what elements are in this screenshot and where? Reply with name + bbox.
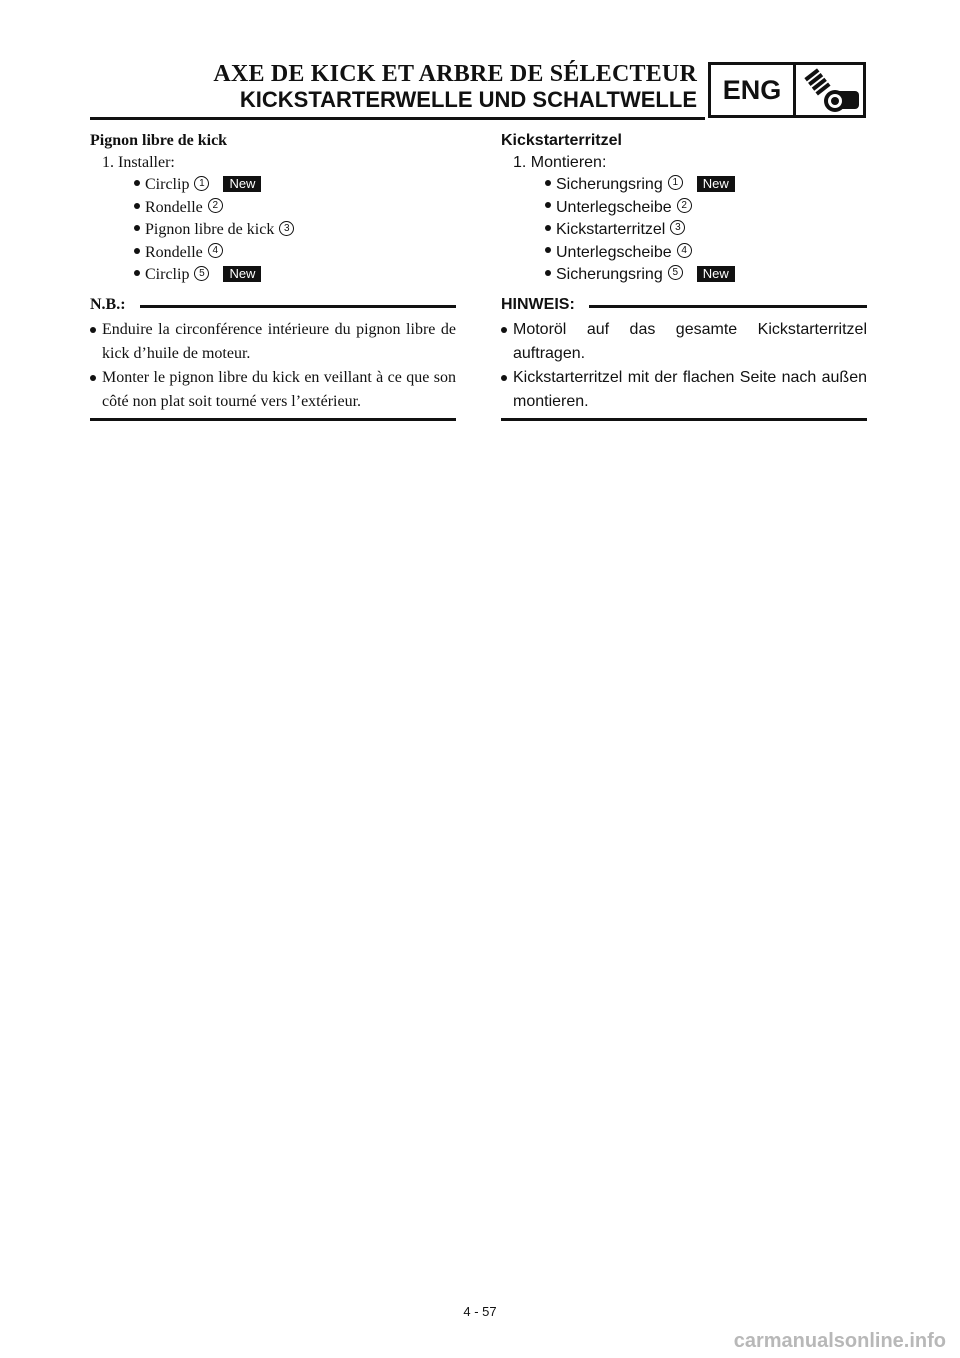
bullet-icon (134, 180, 140, 186)
list-item: Sicherungsring 5 New (501, 264, 867, 287)
bullet-icon (545, 270, 551, 276)
note-label: N.B.: (90, 295, 126, 313)
bullet-icon (501, 327, 507, 333)
parts-list (90, 174, 456, 287)
callout-number: 2 (677, 198, 692, 213)
list-item: Rondelle 2 (90, 197, 456, 220)
engine-gear-icon (801, 67, 863, 115)
list-item: Unterlegscheibe 2 (501, 197, 867, 220)
note-list (501, 318, 867, 414)
note-item: Enduire la circonférence intérieure du pignon libre de kick d’huile de moteur. (90, 318, 456, 366)
bullet-icon (545, 180, 551, 186)
bullet-icon (90, 327, 96, 333)
section-subheading: Kickstarterritzel (501, 132, 622, 149)
step-instruction: 1. Installer: (102, 154, 175, 171)
list-item: Circlip 5 New (90, 264, 456, 287)
parts-list (501, 174, 867, 287)
column-german (501, 130, 867, 421)
bullet-icon (545, 225, 551, 231)
list-item: Rondelle 4 (90, 242, 456, 265)
bullet-icon (501, 375, 507, 381)
page-number: 4 - 57 (463, 1304, 497, 1319)
note-rule (140, 305, 456, 308)
bullet-icon (545, 247, 551, 253)
section-badge-label: ENG (722, 75, 782, 105)
section-badge (708, 62, 866, 118)
bullet-icon (134, 225, 140, 231)
list-item: Pignon libre de kick 3 (90, 219, 456, 242)
callout-number: 3 (279, 221, 294, 236)
note-item: Monter le pignon libre du kick en veillant à ce que son côté non plat soit tourné vers l’extérieur. (90, 366, 456, 414)
callout-number: 2 (208, 198, 223, 213)
note-end-rule (501, 418, 867, 421)
note-item: Motoröl auf das gesamte Kickstarterritzel auftragen. (501, 318, 867, 366)
list-item: Sicherungsring 1 New (501, 174, 867, 197)
callout-number: 4 (677, 243, 692, 258)
note-label: HINWEIS: (501, 295, 575, 313)
note-header (501, 294, 867, 316)
bullet-icon (545, 202, 551, 208)
section-badge-divider (793, 65, 796, 115)
list-item: Circlip 1 New (90, 174, 456, 197)
note-list (90, 318, 456, 414)
new-part-badge: New (223, 266, 261, 282)
new-part-badge: New (223, 176, 261, 192)
bullet-icon (134, 248, 140, 254)
callout-number: 4 (208, 243, 223, 258)
callout-number: 3 (670, 220, 685, 235)
column-french (90, 130, 456, 421)
page-title-de: KICKSTARTERWELLE UND SCHALTWELLE (239, 87, 697, 112)
bullet-icon (134, 203, 140, 209)
callout-number: 5 (194, 266, 209, 281)
new-part-badge: New (697, 176, 735, 192)
header-rule (90, 117, 705, 120)
watermark: carmanualsonline.info (733, 1330, 946, 1352)
callout-number: 1 (668, 175, 683, 190)
callout-number: 1 (194, 176, 209, 191)
list-item: Kickstarterritzel 3 (501, 219, 867, 242)
callout-number: 5 (668, 265, 683, 280)
step-instruction: 1. Montieren: (513, 154, 607, 171)
note-header (90, 294, 456, 316)
bullet-icon (90, 375, 96, 381)
list-item: Unterlegscheibe 4 (501, 242, 867, 265)
page-title-fr: AXE DE KICK ET ARBRE DE SÉLECTEUR (213, 61, 697, 87)
bullet-icon (134, 270, 140, 276)
new-part-badge: New (697, 266, 735, 282)
note-rule (589, 305, 867, 308)
note-item: Kickstarterritzel mit der flachen Seite nach außen montieren. (501, 366, 867, 414)
section-subheading: Pignon libre de kick (90, 132, 228, 149)
note-end-rule (90, 418, 456, 421)
